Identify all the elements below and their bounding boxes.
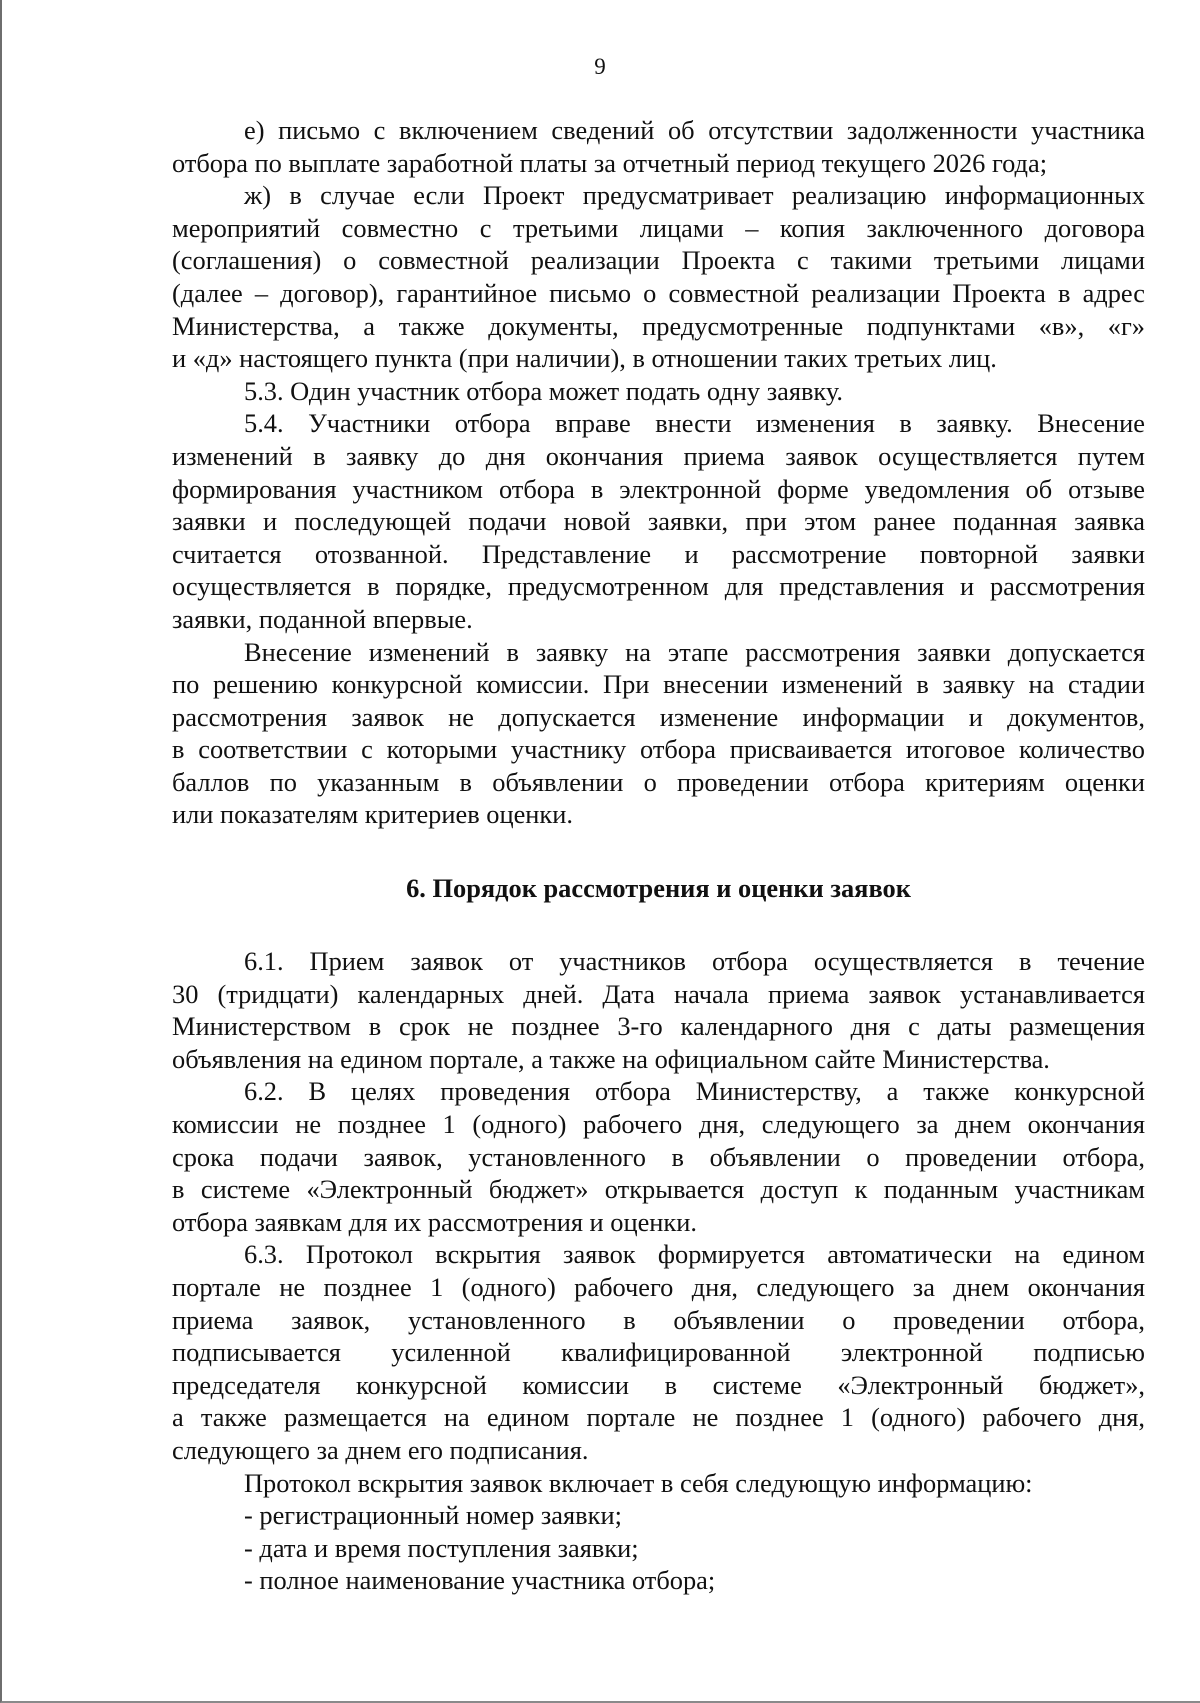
text-line: следующего за днем его подписания. xyxy=(172,1434,589,1465)
text-line: а также размещается на едином портале не позднее 1 (одного) рабочего дня, xyxy=(172,1402,1145,1433)
paragraph-item-e xyxy=(172,114,1145,179)
text-line: - дата и время поступления заявки; xyxy=(244,1532,639,1563)
text-line: мероприятий совместно с третьими лицами – копия заключенного договора xyxy=(172,212,1145,243)
text-line: председателя конкурсной комиссии в системе «Электронный бюджет», xyxy=(172,1369,1145,1400)
text-line: комиссии не позднее 1 (одного) рабочего дня, следующего за днем окончания xyxy=(172,1109,1145,1140)
paragraph-list-item-2 xyxy=(172,1532,1145,1565)
text-line: 5.3. Один участник отбора может подать одну заявку. xyxy=(244,375,844,406)
paragraph-item-zh xyxy=(172,179,1145,375)
paragraph-clause-6-2 xyxy=(172,1075,1145,1238)
paragraph-list-item-3 xyxy=(172,1564,1145,1597)
text-line: Протокол вскрытия заявок включает в себя следующую информацию: xyxy=(244,1467,1033,1498)
document-body xyxy=(172,114,1145,1597)
text-line: в системе «Электронный бюджет» открывается доступ к поданным участникам xyxy=(172,1174,1145,1205)
text-line: 6.2. В целях проведения отбора Министерству, а также конкурсной xyxy=(244,1076,1145,1107)
paragraph-clause-5-3 xyxy=(172,375,1145,408)
text-line: срока подачи заявок, установленного в объявлении о проведении отбора, xyxy=(172,1141,1145,1172)
text-line: объявления на едином портале, а также на официальном сайте Министерства. xyxy=(172,1043,1050,1074)
text-line: (соглашения) о совместной реализации Проекта с такими третьими лицами xyxy=(172,245,1145,276)
text-line: приема заявок, установленного в объявлении о проведении отбора, xyxy=(172,1304,1145,1335)
paragraph-clause-6-3 xyxy=(172,1238,1145,1466)
text-line: Министерства, а также документы, предусмотренные подпунктами «в», «г» xyxy=(172,310,1145,341)
text-line: 6.3. Протокол вскрытия заявок формируется автоматически на едином xyxy=(244,1239,1145,1270)
text-line: рассмотрения заявок не допускается изменение информации и документов, xyxy=(172,701,1145,732)
text-line: Внесение изменений в заявку на этапе рассмотрения заявки допускается xyxy=(244,636,1145,667)
text-line: отбора по выплате заработной платы за отчетный период текущего 2026 года; xyxy=(172,147,1048,178)
paragraphs-after-heading xyxy=(172,945,1145,1597)
text-line: портале не позднее 1 (одного) рабочего дня, следующего за днем окончания xyxy=(172,1272,1145,1302)
text-line: 30 (тридцати) календарных дней. Дата начала приема заявок устанавливается xyxy=(172,978,1145,1009)
paragraphs-before-heading xyxy=(172,114,1145,831)
text-line: или показателям критериев оценки. xyxy=(172,799,573,830)
text-line: заявки и последующей подачи новой заявки, при этом ранее поданная заявка xyxy=(172,506,1145,537)
text-line: ж) в случае если Проект предусматривает реализацию информационных xyxy=(244,180,1145,211)
text-line: Министерством в срок не позднее 3-го календарного дня с даты размещения xyxy=(172,1011,1145,1042)
paragraph-clause-6-3-intro xyxy=(172,1467,1145,1500)
text-line: формирования участником отбора в электронной форме уведомления об отзыве xyxy=(172,473,1145,504)
text-line: изменений в заявку до дня окончания приема заявок осуществляется путем xyxy=(172,440,1145,471)
text-line: (далее – договор), гарантийное письмо о совместной реализации Проекта в адрес xyxy=(172,277,1145,308)
text-line: е) письмо с включением сведений об отсутствии задолженности участника xyxy=(244,115,1145,145)
text-line: - полное наименование участника отбора; xyxy=(244,1565,716,1596)
text-line: отбора заявкам для их рассмотрения и оценки. xyxy=(172,1206,697,1237)
paragraph-clause-6-1 xyxy=(172,945,1145,1075)
text-line: заявки, поданной впервые. xyxy=(172,603,473,634)
text-line: - регистрационный номер заявки; xyxy=(244,1500,622,1531)
text-line: считается отозванной. Представление и рассмотрение повторной заявки xyxy=(172,538,1145,569)
text-line: 5.4. Участники отбора вправе внести изменения в заявку. Внесение xyxy=(244,408,1145,439)
page-number: 9 xyxy=(594,54,606,79)
section-heading: 6. Порядок рассмотрения и оценки заявок xyxy=(406,873,911,904)
text-line: баллов по указанным в объявлении о проведении отбора критериям оценки xyxy=(172,766,1145,797)
text-line: 6.1. Прием заявок от участников отбора осуществляется в течение xyxy=(244,946,1145,977)
text-line: и «д» настоящего пункта (при наличии), в отношении таких третьих лиц. xyxy=(172,343,997,374)
text-line: осуществляется в порядке, предусмотренном для представления и рассмотрения xyxy=(172,571,1145,602)
paragraph-clause-5-4-cont xyxy=(172,636,1145,832)
text-line: подписывается усиленной квалифицированной электронной подписью xyxy=(172,1337,1145,1368)
text-line: в соответствии с которыми участнику отбора присваивается итоговое количество xyxy=(172,734,1145,765)
paragraph-list-item-1 xyxy=(172,1499,1145,1532)
paragraph-clause-5-4 xyxy=(172,407,1145,635)
text-line: по решению конкурсной комиссии. При внесении изменений в заявку на стадии xyxy=(172,669,1145,700)
